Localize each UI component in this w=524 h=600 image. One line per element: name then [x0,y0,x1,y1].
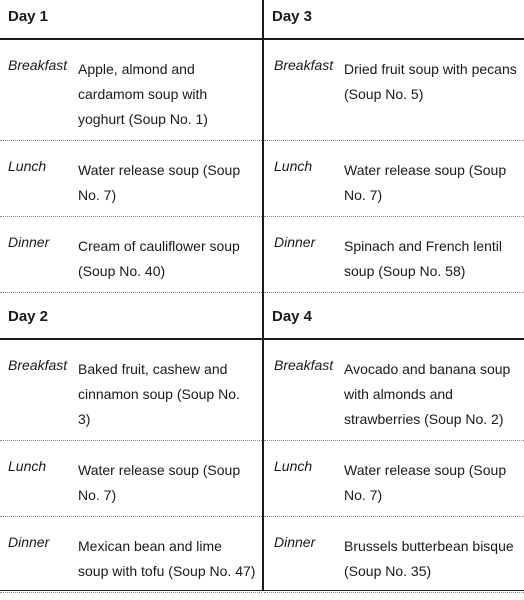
meal-text: Water release soup (Soup No. 7) [78,162,241,203]
meal-label: Dinner [274,534,316,550]
meal-text: Water release soup (Soup No. 7) [344,462,507,503]
day-title: Day 3 [272,8,313,25]
meal-row-lunch [0,141,262,217]
meal-text: Spinach and French lentil soup (Soup No. 58) [344,238,502,279]
meal-row-lunch [0,441,262,517]
meal-row-breakfast [0,340,262,441]
meal-text: Water release soup (Soup No. 7) [344,162,507,203]
day-block-2 [0,300,262,593]
meal-text: Dried fruit soup with pecans (Soup No. 5) [344,61,517,102]
meal-row-breakfast [264,340,524,441]
meal-label: Lunch [8,158,47,174]
meal-text: Mexican bean and lime soup with tofu (Soup No. 47) [78,538,256,579]
right-column [264,0,524,600]
meal-text: Baked fruit, cashew and cinnamon soup (Soup No. 3) [78,361,240,427]
meal-label: Breakfast [274,57,334,73]
meal-row-dinner [264,217,524,293]
day-header [0,0,262,40]
meal-row-breakfast [0,40,262,141]
day-header [264,300,524,340]
meal-row-lunch [264,441,524,517]
day-title: Day 4 [272,308,313,325]
meal-label: Breakfast [8,57,68,73]
day-block-1 [0,0,262,293]
bottom-rule [0,590,524,591]
meal-text: Apple, almond and cardamom soup with yoghurt (Soup No. 1) [78,61,208,127]
meal-label: Dinner [274,234,316,250]
meal-label: Dinner [8,234,50,250]
meal-row-lunch [264,141,524,217]
day-header [264,0,524,40]
day-block-3 [264,0,524,293]
meal-text: Brussels butterbean bisque (Soup No. 35) [344,538,514,579]
meal-text: Water release soup (Soup No. 7) [78,462,241,503]
meal-text: Cream of cauliflower soup (Soup No. 40) [78,238,240,279]
meal-row-dinner [0,517,262,593]
meal-row-dinner [264,517,524,593]
meal-label: Breakfast [274,357,334,373]
day-title: Day 1 [8,8,49,25]
day-title: Day 2 [8,308,49,325]
day-block-4 [264,300,524,593]
meal-label: Lunch [8,458,47,474]
meal-label: Lunch [274,458,313,474]
meal-text: Avocado and banana soup with almonds and strawberries (Soup No. 2) [344,361,511,427]
meal-label: Dinner [8,534,50,550]
meal-label: Breakfast [8,357,68,373]
day-header [0,300,262,340]
meal-row-breakfast [264,40,524,141]
meal-label: Lunch [274,158,313,174]
meal-row-dinner [0,217,262,293]
